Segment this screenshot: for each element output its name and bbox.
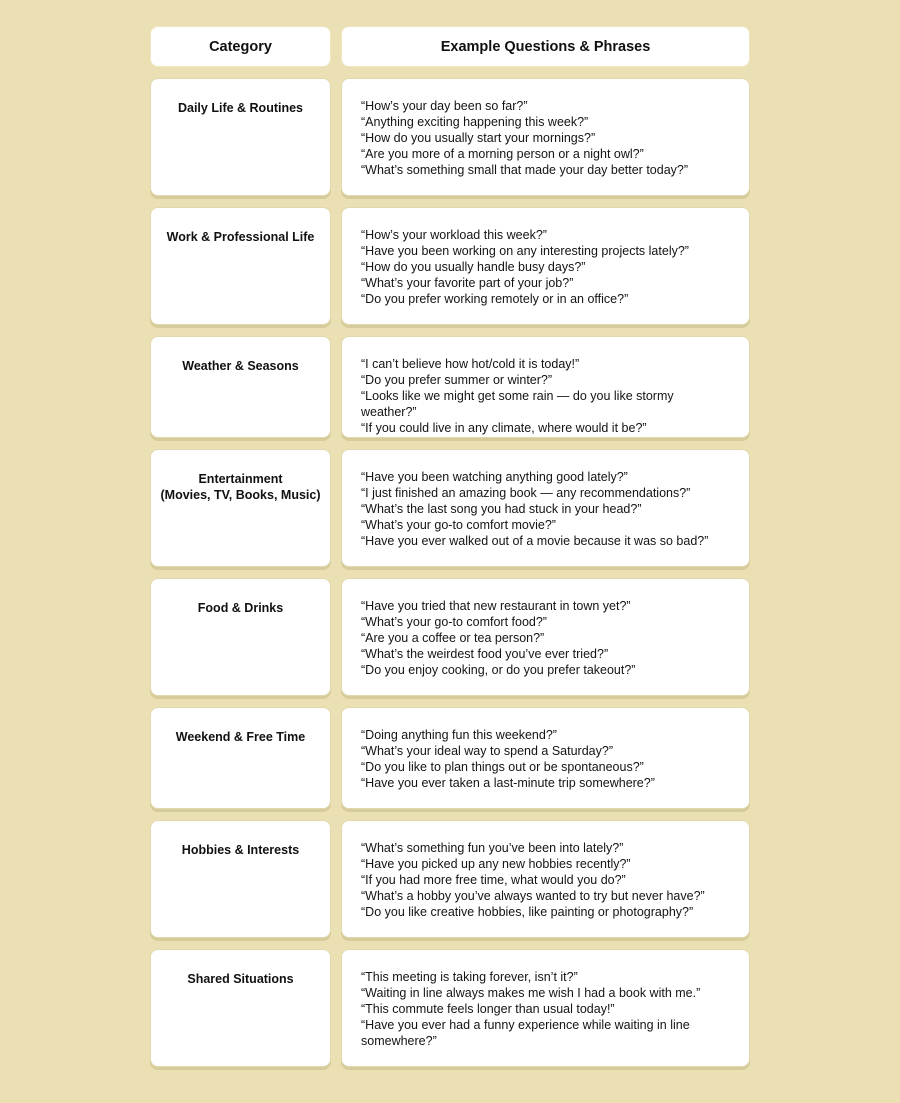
table-row — [150, 207, 750, 325]
table-row — [150, 336, 750, 438]
questions-cell — [341, 949, 750, 1067]
header-questions: Example Questions & Phrases — [341, 26, 750, 67]
table-row — [150, 78, 750, 196]
questions-cell — [341, 449, 750, 567]
question-item: “What’s your ideal way to spend a Saturday?” — [361, 744, 613, 758]
question-item: “Anything exciting happening this week?” — [361, 115, 589, 129]
questions-cell — [341, 707, 750, 809]
table-header-row — [150, 26, 750, 67]
table-row — [150, 578, 750, 696]
question-item: “Have you ever walked out of a movie because it was so bad?” — [361, 534, 709, 548]
question-item: “Do you like to plan things out or be spontaneous?” — [361, 760, 644, 774]
question-item: “I just finished an amazing book — any recommendations?” — [361, 486, 691, 500]
question-item: “If you had more free time, what would you do?” — [361, 873, 626, 887]
question-item: “Doing anything fun this weekend?” — [361, 728, 557, 742]
question-item: “What’s the last song you had stuck in your head?” — [361, 502, 642, 516]
question-item: “What’s something small that made your day better today?” — [361, 163, 689, 177]
questions-cell — [341, 336, 750, 438]
question-item: “What’s something fun you’ve been into lately?” — [361, 841, 624, 855]
question-item: “How do you usually handle busy days?” — [361, 260, 586, 274]
question-item: “I can’t believe how hot/cold it is today!” — [361, 357, 580, 371]
question-item: “How do you usually start your mornings?” — [361, 131, 596, 145]
category-cell: Weekend & Free Time — [150, 707, 331, 809]
question-item: “This commute feels longer than usual today!” — [361, 1002, 615, 1016]
conversation-topics-table — [150, 26, 750, 1078]
question-item: “Do you prefer summer or winter?” — [361, 373, 553, 387]
question-item: “Looks like we might get some rain — do you like stormy weather?” — [361, 389, 674, 419]
questions-cell — [341, 578, 750, 696]
question-item: “Do you enjoy cooking, or do you prefer takeout?” — [361, 663, 636, 677]
questions-cell — [341, 78, 750, 196]
question-item: “Have you been watching anything good lately?” — [361, 470, 628, 484]
table-row — [150, 449, 750, 567]
question-item: “Have you been working on any interesting projects lately?” — [361, 244, 689, 258]
question-item: “What’s your go-to comfort food?” — [361, 615, 547, 629]
category-cell — [150, 449, 331, 567]
table-row — [150, 949, 750, 1067]
question-item: “What’s your favorite part of your job?” — [361, 276, 574, 290]
category-line: Entertainment — [198, 472, 283, 486]
question-item: “Have you ever taken a last-minute trip somewhere?” — [361, 776, 655, 790]
question-item: “This meeting is taking forever, isn’t it?” — [361, 970, 578, 984]
question-item: “What’s the weirdest food you’ve ever tried?” — [361, 647, 609, 661]
question-item: “How’s your day been so far?” — [361, 99, 528, 113]
table-row — [150, 707, 750, 809]
question-item: “Are you more of a morning person or a night owl?” — [361, 147, 644, 161]
question-item: “Have you ever had a funny experience while waiting in line somewhere?” — [361, 1018, 690, 1048]
category-cell: Shared Situations — [150, 949, 331, 1067]
question-item: “Do you prefer working remotely or in an office?” — [361, 292, 629, 306]
question-item: “What’s a hobby you’ve always wanted to try but never have?” — [361, 889, 705, 903]
question-item: “Do you like creative hobbies, like painting or photography?” — [361, 905, 694, 919]
category-cell: Weather & Seasons — [150, 336, 331, 438]
category-cell: Daily Life & Routines — [150, 78, 331, 196]
table-row — [150, 820, 750, 938]
header-category: Category — [150, 26, 331, 67]
questions-cell — [341, 207, 750, 325]
question-item: “How’s your workload this week?” — [361, 228, 547, 242]
category-cell: Work & Professional Life — [150, 207, 331, 325]
questions-cell — [341, 820, 750, 938]
question-item: “Are you a coffee or tea person?” — [361, 631, 545, 645]
question-item: “Waiting in line always makes me wish I had a book with me.” — [361, 986, 701, 1000]
question-item: “Have you tried that new restaurant in town yet?” — [361, 599, 631, 613]
category-cell: Food & Drinks — [150, 578, 331, 696]
category-cell: Hobbies & Interests — [150, 820, 331, 938]
question-item: “What’s your go-to comfort movie?” — [361, 518, 556, 532]
category-line: (Movies, TV, Books, Music) — [160, 488, 321, 502]
question-item: “Have you picked up any new hobbies recently?” — [361, 857, 631, 871]
question-item: “If you could live in any climate, where would it be?” — [361, 421, 647, 435]
